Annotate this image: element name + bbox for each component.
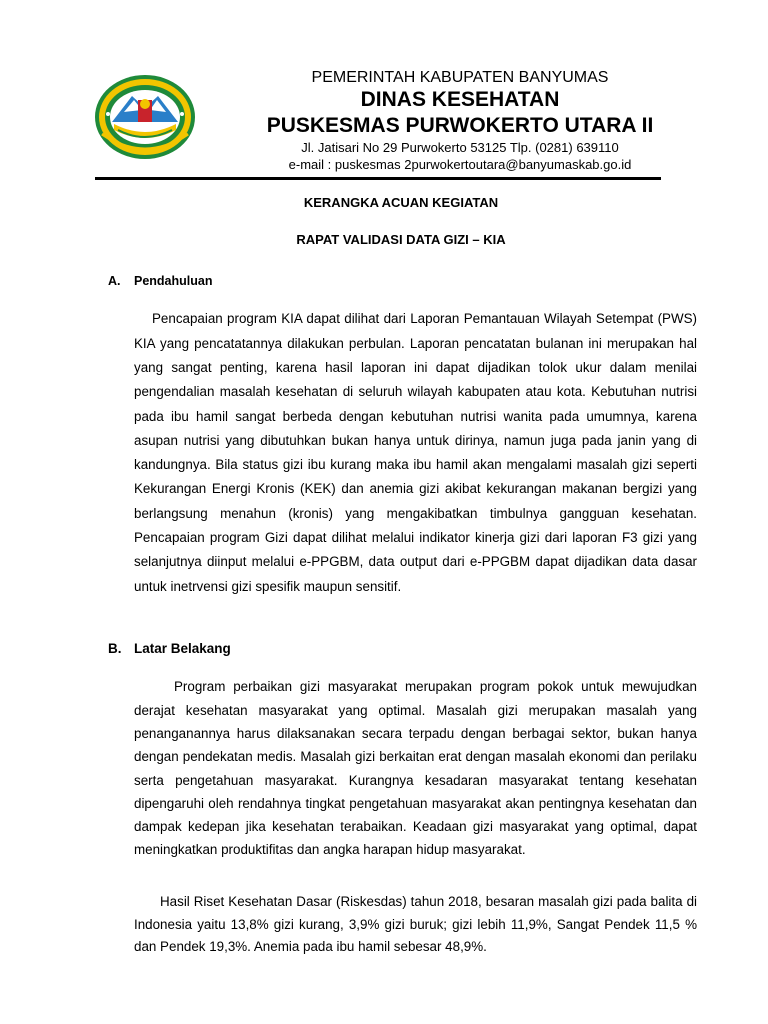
section-a-title: Pendahuluan	[134, 274, 213, 288]
address-line: Jl. Jatisari No 29 Purwokerto 53125 Tlp. (0281) 639110	[301, 140, 619, 155]
section-b-letter: B.	[108, 641, 122, 656]
section-b-paragraph-2: Hasil Riset Kesehatan Dasar (Riskesdas) tahun 2018, besaran masalah gizi pada balita di Indonesia yaitu 13,8% gizi kurang, 3,9% gizi buruk; gizi lebih 11,9%, Sangat Pendek 11,5 % dan Pendek 19,3%. Anemia pada ibu hamil sebesar 48,9%.	[134, 894, 697, 955]
government-name: PEMERINTAH KABUPATEN BANYUMAS	[311, 69, 609, 86]
department-name: DINAS KESEHATAN	[360, 88, 560, 111]
section-b-heading	[108, 641, 231, 656]
letterhead-divider	[95, 177, 661, 180]
document-title: KERANGKA ACUAN KEGIATAN	[303, 195, 499, 210]
email-line: e-mail : puskesmas 2purwokertoutara@banyumaskab.go.id	[288, 157, 632, 172]
organization-name: PUSKESMAS PURWOKERTO UTARA II	[266, 114, 654, 137]
section-b-paragraph-1: Program perbaikan gizi masyarakat merupakan program pokok untuk mewujudkan derajat kesehatan masyarakat yang optimal. Masalah gizi merupakan masalah yang penanganannya harus dilaksanakan secara terpadu dengan berbagai sektor, bukan hanya dengan pendekatan medis. Masalah gizi berkaitan erat dengan masalah ekonomi dan perilaku serta pengetahuan masyarakat. Kurangnya kesadaran masyarakat tentang kesehatan dipengaruhi oleh rendahnya tingkat pengetahuan masyarakat akan pentingnya kesehatan dan dampak kedepan jika kesehatan terabaikan. Keadaan gizi masyarakat yang optimal, dapat meningkatkan produktifitas dan angka harapan hidup masyarakat.	[134, 679, 697, 858]
banyumas-emblem-logo	[94, 74, 196, 160]
section-a-letter: A.	[108, 274, 121, 288]
section-a-heading	[108, 274, 212, 288]
section-b-title: Latar Belakang	[134, 641, 231, 656]
letterhead	[200, 68, 720, 173]
section-a-paragraph: Pencapaian program KIA dapat dilihat dari Laporan Pemantauan Wilayah Setempat (PWS) KIA yang pencatatannya dilakukan perbulan. Laporan pencatatan bulanan ini merupakan hal yang sangat penting, karena hasil laporan ini dapat dijadikan tolok ukur dalam menilai pengendalian masalah kesehatan di seluruh wilayah kabupaten atau kota. Kebutuhan nutrisi pada ibu hamil sangat berbeda dengan kebutuhan nutrisi wanita pada umumnya, karena asupan nutrisi yang dibutuhkan bukan hanya untuk dirinya, namun juga pada janin yang di kandungnya. Bila status gizi ibu kurang maka ibu hamil akan mengalami masalah gizi seperti Kekurangan Energi Kronis (KEK) dan anemia gizi akibat kekurangan makanan bergizi yang berlangsung menahun (kronis) yang mengakibatkan timbulnya gangguan kesehatan. Pencapaian program Gizi dapat dilihat melalui indikator kinerja gizi dari laporan F3 gizi yang selanjutnya diinput melalui e-PPGBM, data output dari e-PPGBM dapat dijadikan data dasar untuk inetrvensi gizi spesifik maupun sensitif.	[134, 311, 697, 594]
document-subtitle: RAPAT VALIDASI DATA GIZI – KIA	[296, 232, 506, 247]
